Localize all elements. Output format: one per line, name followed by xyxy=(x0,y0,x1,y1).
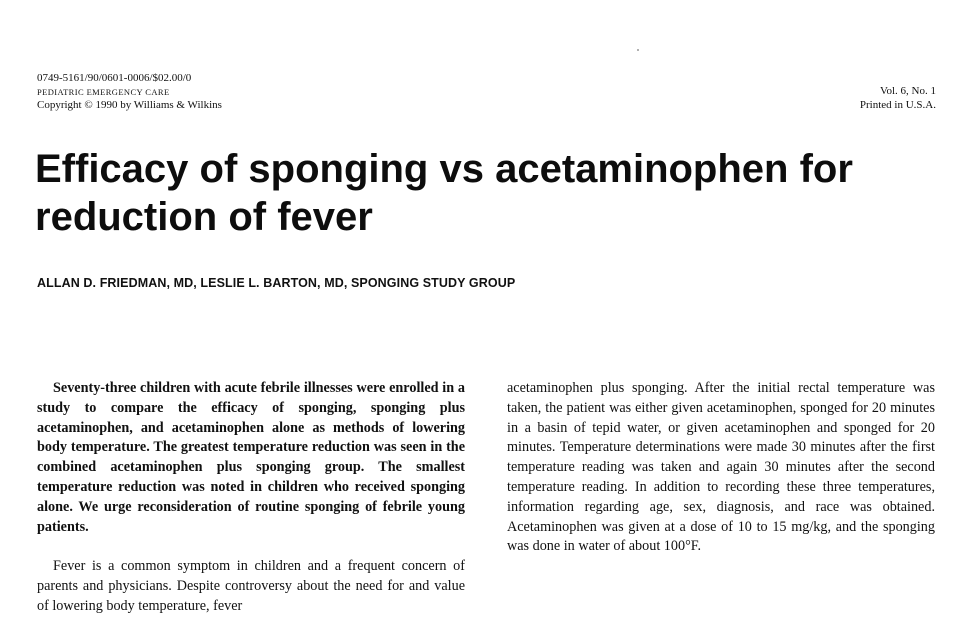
volume-number: Vol. 6, No. 1 xyxy=(879,85,936,97)
journal-name: PEDIATRIC EMERGENCY CARE xyxy=(37,86,170,97)
issue-info xyxy=(860,85,936,112)
right-column xyxy=(507,379,935,557)
abstract-paragraph: Seventy-three children with acute febrile illnesses were enrolled in a study to compare the efficacy of sponging, sponging plus acetaminophen, and acetaminophen alone as methods of lowering body temperature. The greatest temperature reduction was seen in the combined acetaminophen plus sponging group. The smallest temperature reduction was noted in children who received sponging alone. We urge reconsideration of routine sponging of febrile young patients. xyxy=(37,380,465,535)
methods-paragraph: acetaminophen plus sponging. After the initial rectal temperature was taken, the patient was either given acetaminophen, sponged for 20 minutes in a basin of tepid water, or given acetaminophen and sponged for 20 minutes. Temperature determinations were made 30 minutes after the first temperature reading was taken and again 30 minutes after the second temperature reading. In addition to recording these three temperatures, information regarding age, sex, diagnosis, and race was obtained. Acetaminophen was given at a dose of 10 to 15 mg/kg, and the sponging was done in water of about 100°F. xyxy=(507,380,935,555)
scan-speck xyxy=(637,49,639,51)
printed-location: Printed in U.S.A. xyxy=(859,98,936,111)
article-code: 0749-5161/90/0601-0006/$02.00/0 xyxy=(37,72,192,84)
copyright-line: Copyright © 1990 by Williams & Wilkins xyxy=(37,99,222,111)
publication-info xyxy=(37,72,222,113)
article-title: Efficacy of sponging vs acetaminophen for reduction of fever xyxy=(35,147,853,239)
author-list: ALLAN D. FRIEDMAN, MD, LESLIE L. BARTON, MD, SPONGING STUDY GROUP xyxy=(37,276,516,290)
introduction-paragraph: Fever is a common symptom in children and a frequent concern of parents and physicians. Despite controversy about the need for and value of lowering body temperature, fever xyxy=(37,558,465,614)
left-column xyxy=(37,379,465,617)
